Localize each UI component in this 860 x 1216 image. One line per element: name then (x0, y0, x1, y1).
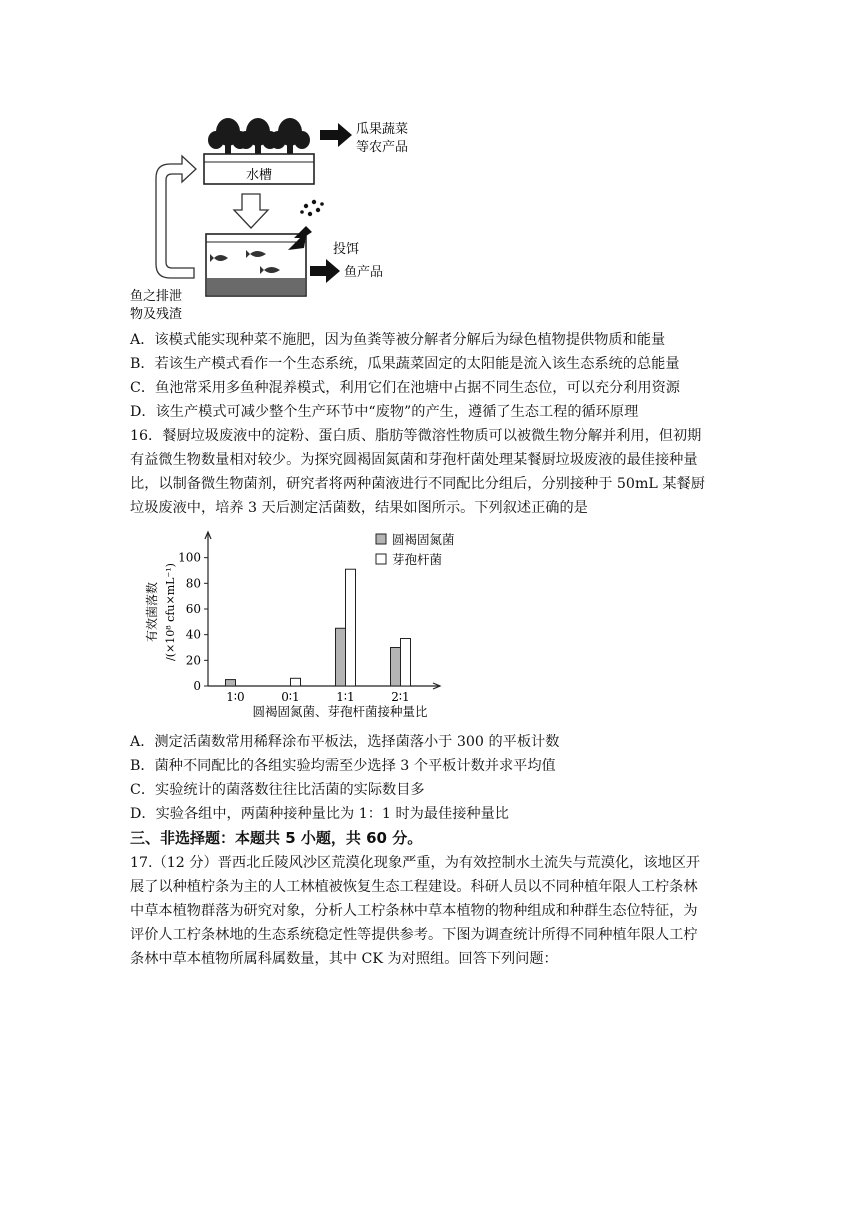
x-tick-label: 1∶1 (336, 690, 355, 704)
q17-stem-line: 中草本植物群落为研究对象，分析人工柠条林中草本植物的物种组成和种群生态位特征，为 (130, 903, 698, 919)
bar-azotobacter (336, 628, 346, 686)
q17-stem-line: 条林中草本植物所属科属数量，其中 CK 为对照组。回答下列问题： (130, 951, 558, 967)
q16-option-c: C．实验统计的菌落数往往比活菌的实际数目多 (130, 782, 425, 798)
y-axis-label-line2: /(×10⁸ cfu×mL⁻¹) (164, 563, 177, 661)
q15-option-d: D．该生产模式可减少整个生产环节中“废物”的产生，遵循了生态工程的循环原理 (130, 404, 639, 420)
product-top-line2: 等农产品 (356, 140, 409, 155)
q17-stem-line: 评价人工柠条林地的生态系统稳定性等提供参考。下图为调查统计所得不同种植年限人工柠 (130, 927, 698, 943)
q15-option-a: A．该模式能实现种菜不施肥，因为鱼粪等被分解者分解后为绿色植物提供物质和能量 (130, 332, 666, 348)
return-arrow-icon (156, 156, 196, 278)
section-heading: 三、非选择题：本题共 5 小题，共 60 分。 (130, 829, 423, 847)
x-tick-label: 0∶1 (281, 690, 300, 704)
q16-option-a: A．测定活菌数常用稀释涂布平板法，选择菌落小于 300 的平板计数 (130, 734, 560, 750)
bacteria-count-chart (130, 522, 470, 728)
q15-option-b: B．若该生产模式看作一个生态系统，瓜果蔬菜固定的太阳能是流入该生态系统的总能量 (130, 356, 680, 372)
bar-bacillus (346, 569, 356, 686)
y-tick-label: 0 (193, 679, 201, 693)
x-tick-label: 2∶1 (391, 690, 410, 704)
down-arrow-icon (234, 194, 268, 228)
right-arrow-icon (320, 123, 352, 147)
y-tick-label: 80 (185, 576, 201, 591)
bar-azotobacter (391, 648, 401, 687)
feed-pellets-icon (300, 200, 324, 216)
fish-product-label: 鱼产品 (344, 265, 384, 280)
y-tick-label: 100 (178, 550, 201, 565)
waste-label-line2: 物及残渣 (130, 307, 183, 322)
aquaponics-diagram (130, 108, 450, 330)
bar-bacillus (291, 678, 301, 686)
y-tick-label: 40 (185, 627, 201, 642)
y-tick-label: 60 (185, 602, 201, 616)
q16-option-b: B．菌种不同配比的各组实验均需至少选择 3 个平板计数并求平均值 (130, 758, 556, 774)
right-arrow-icon (310, 259, 340, 283)
tank-label: 水槽 (245, 168, 273, 183)
x-tick-label: 1∶0 (226, 690, 245, 704)
fish-tank (206, 234, 306, 296)
y-tick-label: 20 (185, 653, 201, 668)
water-trough (204, 154, 314, 184)
y-axis-label-line1: 有效菌落数 (145, 581, 159, 643)
product-top-line1: 瓜果蔬菜 (356, 122, 409, 137)
legend-label-azotobacter: 圆褐固氮菌 (392, 532, 455, 547)
legend-swatch-bacillus (376, 554, 386, 564)
q17-stem-line: 17.（12 分）晋西北丘陵风沙区荒漠化现象严重，为有效控制水土流失与荒漠化，该地区开 (130, 855, 701, 871)
bar-azotobacter (226, 680, 236, 686)
q16-stem-line: 比，以制备微生物菌剂，研究者将两种菌液进行不同配比分组后，分别接种于 50mL 某餐厨 (130, 476, 705, 492)
feed-label: 投饵 (333, 242, 360, 257)
q16-stem-line: 16．餐厨垃圾废液中的淀粉、蛋白质、脂肪等微溶性物质可以被微生物分解并利用，但初期 (130, 428, 702, 444)
legend (376, 532, 455, 567)
waste-label-line1: 鱼之排泄 (130, 289, 183, 304)
x-axis-label: 圆褐固氮菌、芽孢杆菌接种量比 (252, 704, 428, 719)
q16-stem-line: 垃圾废液中，培养 3 天后测定活菌数，结果如图所示。下列叙述正确的是 (130, 500, 588, 516)
plant-icon (270, 118, 310, 158)
q16-option-d: D．实验各组中，两菌种接种量比为 1：1 时为最佳接种量比 (130, 806, 509, 822)
q16-stem-line: 有益微生物数量相对较少。为探究圆褐固氮菌和芽孢杆菌处理某餐厨垃圾废液的最佳接种量 (130, 452, 698, 468)
bar-bacillus (401, 639, 411, 686)
y-axis-label (144, 563, 177, 661)
legend-label-bacillus: 芽孢杆菌 (392, 552, 443, 567)
q17-stem-line: 展了以种植柠条为主的人工林植被恢复生态工程建设。科研人员以不同种植年限人工柠条林 (130, 879, 698, 895)
q15-option-c: C．鱼池常采用多鱼种混养模式，利用它们在池塘中占据不同生态位，可以充分利用资源 (130, 380, 680, 396)
legend-swatch-azotobacter (376, 534, 386, 544)
